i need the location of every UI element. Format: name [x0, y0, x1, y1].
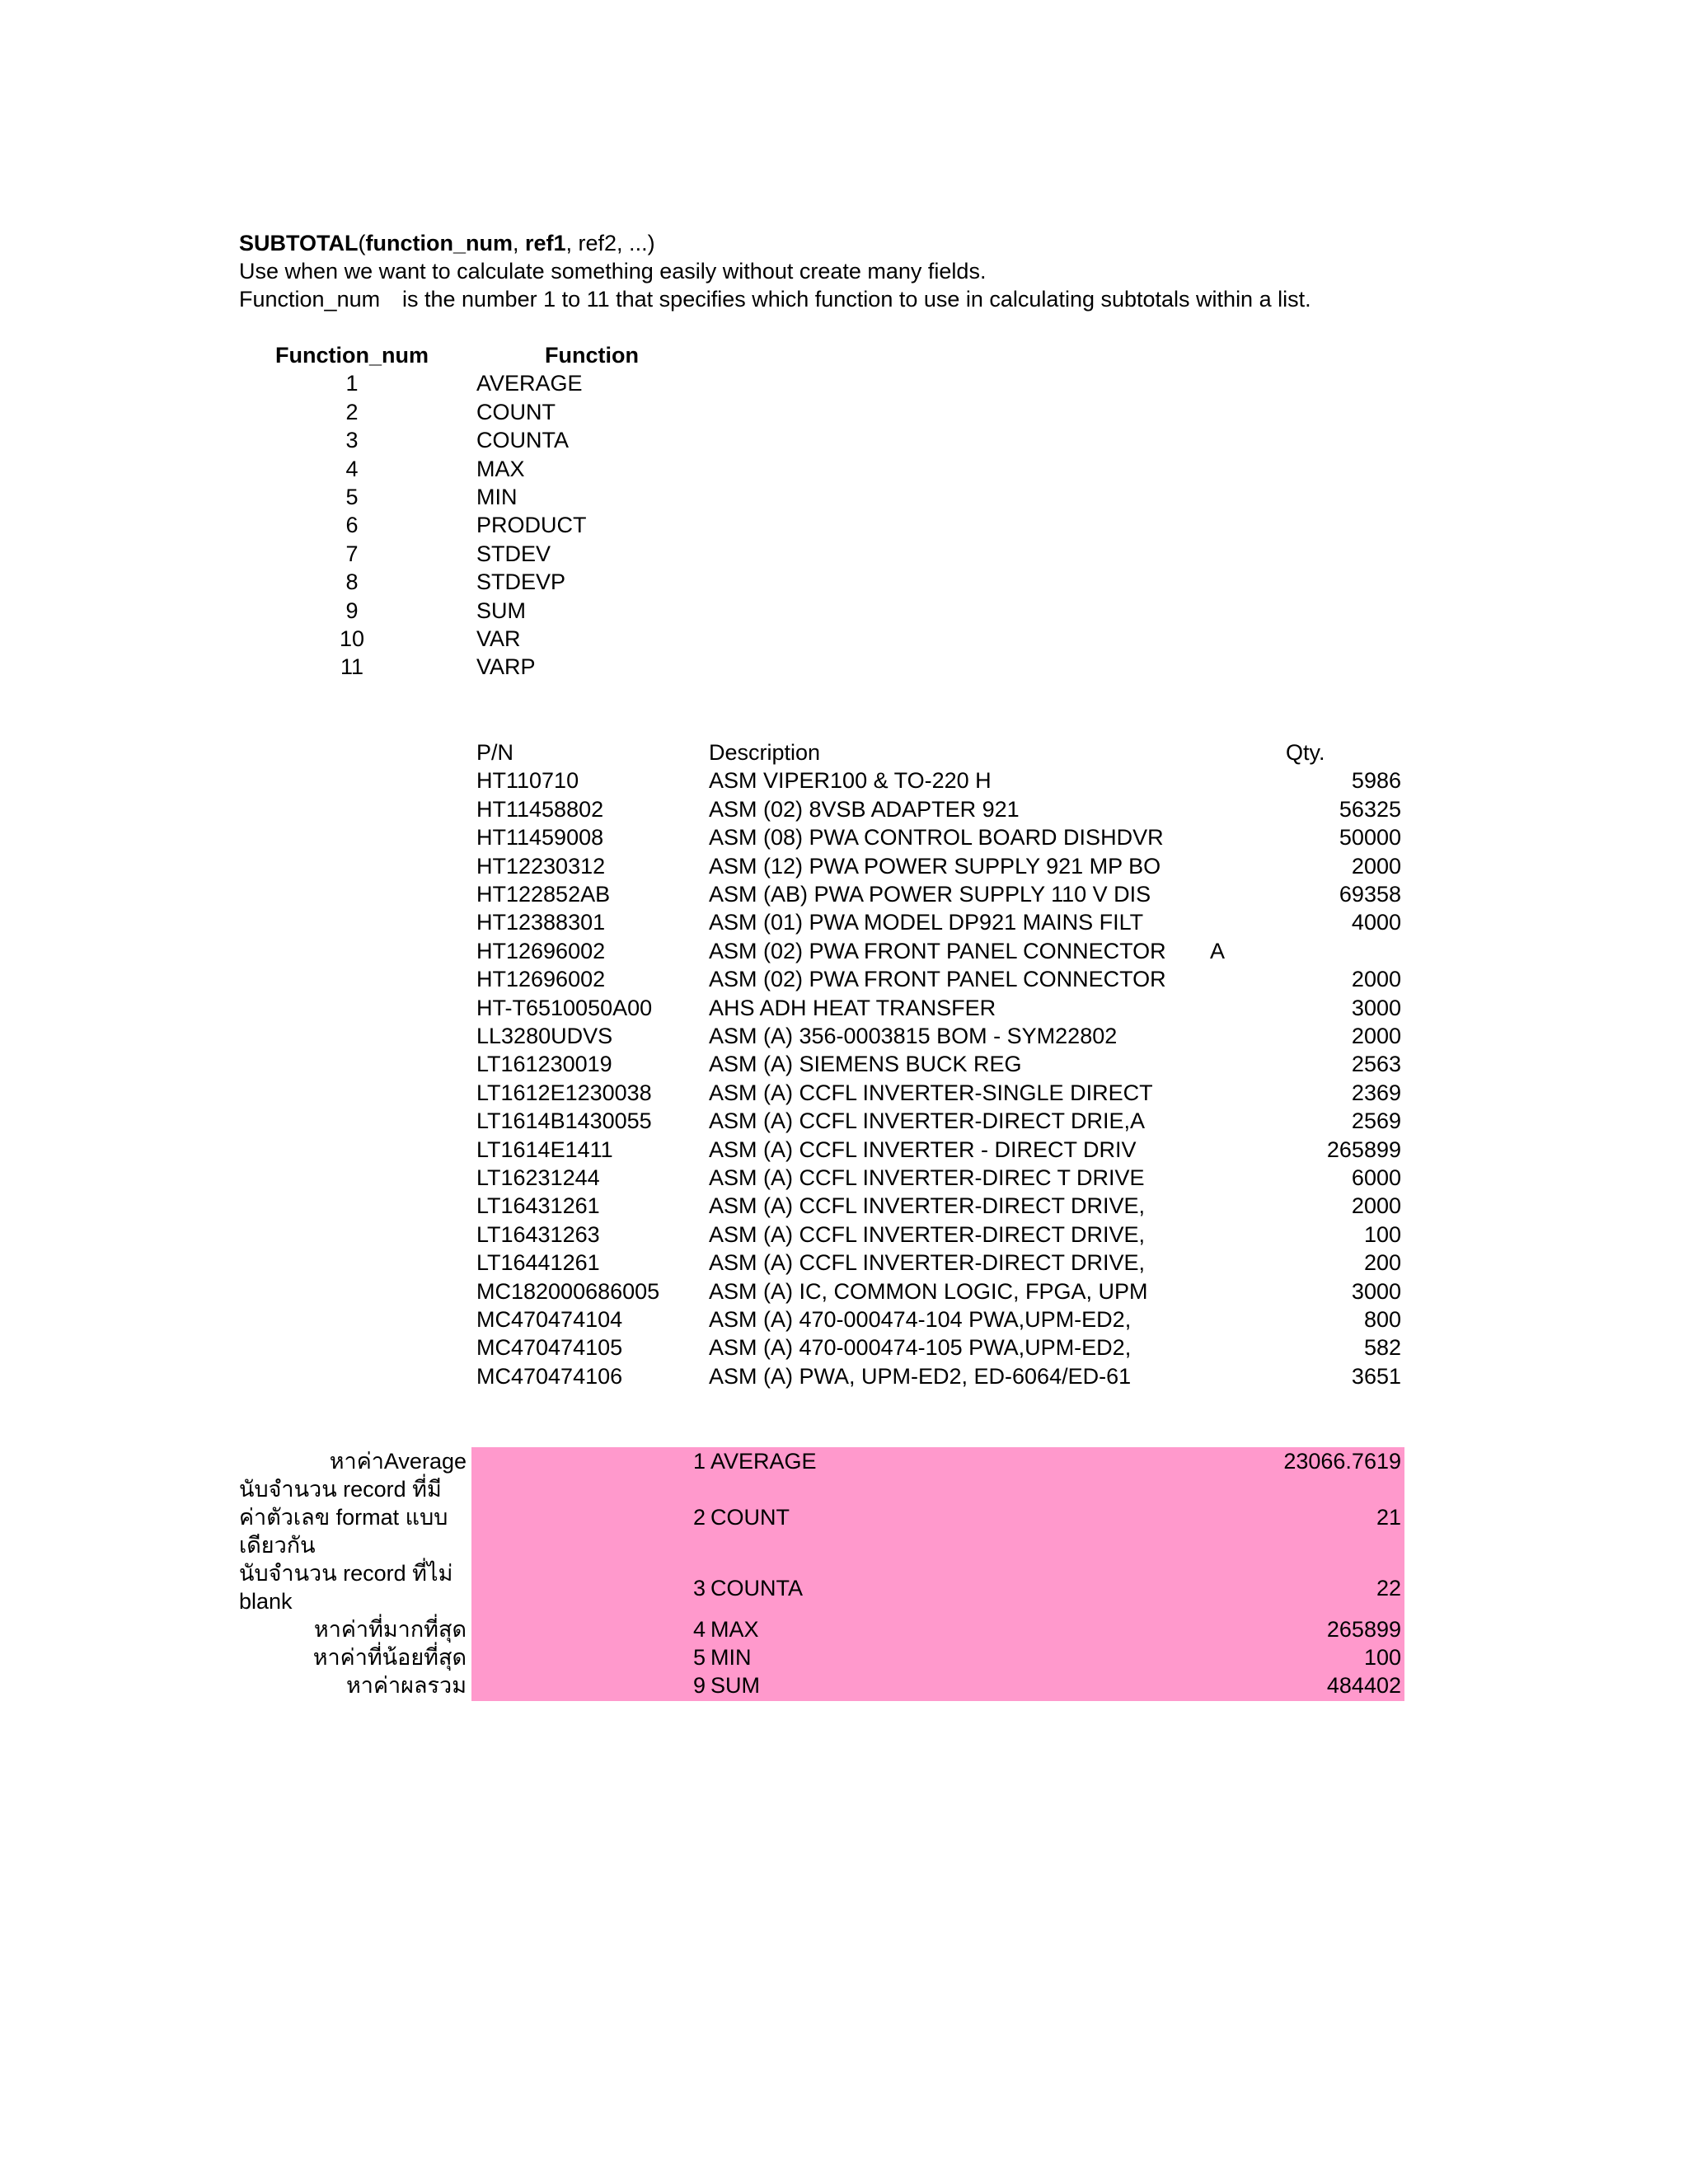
qty-cell: 3000 — [1351, 996, 1401, 1020]
part-number-cell: MC182000686005 — [476, 1279, 660, 1304]
summary-function-num: 3 — [692, 1576, 706, 1601]
qty-cell: 3651 — [1351, 1364, 1401, 1389]
description-cell: ASM (01) PWA MODEL DP921 MAINS FILT — [709, 910, 1144, 935]
function-num-definition — [239, 285, 1311, 313]
formula-name: SUBTOTAL — [239, 231, 359, 255]
subtotal-summary — [0, 1447, 1688, 1703]
part-number-cell: HT122852AB — [476, 882, 611, 907]
part-number-cell: HT11459008 — [476, 825, 604, 850]
function-table-header-num: Function_num — [275, 343, 429, 368]
function-num-cell: 11 — [340, 654, 364, 679]
description-cell: ASM (A) 470-000474-104 PWA,UPM-ED2, — [709, 1307, 1132, 1332]
summary-function-name: MIN — [710, 1645, 752, 1670]
function-name-cell: VARP — [476, 654, 536, 679]
summary-label: หาค่าผลรวม — [345, 1673, 467, 1698]
description-cell: ASM (A) 356-0003815 BOM - SYM22802 — [709, 1024, 1118, 1048]
summary-function-name: COUNTA — [710, 1576, 803, 1601]
description-cell: ASM VIPER100 & TO-220 H — [709, 768, 992, 793]
part-number-cell: HT12388301 — [476, 910, 606, 935]
qty-cell: 2000 — [1351, 854, 1401, 879]
summary-label: หาค่าที่มากที่สุด — [313, 1617, 467, 1642]
function-num-cell: 2 — [345, 400, 359, 424]
summary-label: หาค่าAverage — [329, 1449, 467, 1474]
summary-label: นับจำนวน record ที่ไม่ blank — [239, 1561, 453, 1614]
description-cell: ASM (A) CCFL INVERTER-SINGLE DIRECT — [709, 1080, 1153, 1105]
qty-cell: 2000 — [1351, 1193, 1401, 1218]
part-number-cell: MC470474106 — [476, 1364, 623, 1389]
part-number-cell: LT1614E1411 — [476, 1137, 613, 1162]
description-cell: ASM (A) CCFL INVERTER-DIREC T DRIVE — [709, 1165, 1145, 1190]
summary-function-name: AVERAGE — [710, 1449, 817, 1474]
formula-arg-ref1: ref1 — [525, 231, 566, 255]
function-num-cell: 4 — [345, 457, 359, 481]
summary-label: หาค่าที่น้อยที่สุด — [312, 1645, 467, 1670]
summary-function-num: 5 — [692, 1645, 706, 1670]
function-num-definition-text: is the number 1 to 11 that specifies which function to use in calculating subtotals within a list. — [402, 287, 1311, 312]
description-cell: ASM (A) 470-000474-105 PWA,UPM-ED2, — [709, 1335, 1132, 1360]
description-cell: ASM (A) SIEMENS BUCK REG — [709, 1052, 1022, 1076]
part-number-cell: LL3280UDVS — [476, 1024, 613, 1048]
function-name-cell: MAX — [476, 457, 525, 481]
parts-header-qty: Qty. — [1286, 740, 1325, 765]
function-table-header-function: Function — [545, 343, 639, 368]
function-num-cell: 1 — [345, 371, 359, 396]
description-cell: ASM (A) CCFL INVERTER - DIRECT DRIV — [709, 1137, 1137, 1162]
function-name-cell: STDEVP — [476, 569, 566, 594]
function-name-cell: COUNT — [476, 400, 556, 424]
summary-value: 23066.7619 — [1283, 1449, 1401, 1474]
summary-value: 484402 — [1326, 1673, 1401, 1698]
part-number-cell: LT16431261 — [476, 1193, 600, 1218]
summary-function-name: COUNT — [710, 1505, 790, 1530]
summary-function-num: 9 — [692, 1673, 706, 1698]
qty-cell: 800 — [1363, 1307, 1401, 1332]
part-number-cell: LT1612E1230038 — [476, 1080, 652, 1105]
description-cell: ASM (12) PWA POWER SUPPLY 921 MP BO — [709, 854, 1161, 879]
description-cell: ASM (02) PWA FRONT PANEL CONNECTOR — [709, 939, 1166, 963]
part-number-cell: LT1614B1430055 — [476, 1108, 652, 1133]
part-number-cell: HT110710 — [476, 768, 579, 793]
summary-function-num: 2 — [692, 1505, 706, 1530]
qty-cell: 582 — [1363, 1335, 1401, 1360]
function-name-cell: COUNTA — [476, 428, 569, 452]
function-num-cell: 6 — [345, 513, 359, 537]
formula-separator: , — [512, 231, 525, 255]
part-number-cell: LT161230019 — [476, 1052, 612, 1076]
part-number-cell: LT16431263 — [476, 1222, 600, 1247]
parts-header-pn: P/N — [476, 740, 514, 765]
qty-cell: 3000 — [1351, 1279, 1401, 1304]
function-name-cell: VAR — [476, 626, 521, 651]
part-number-cell: HT-T6510050A00 — [476, 996, 653, 1020]
formula-arg-function-num: function_num — [365, 231, 513, 255]
function-num-cell: 8 — [345, 569, 359, 594]
summary-function-name: MAX — [710, 1617, 759, 1642]
function-num-term: Function_num — [239, 287, 381, 312]
summary-value: 21 — [1376, 1505, 1401, 1530]
summary-function-name: SUM — [710, 1673, 760, 1698]
description-cell: ASM (02) 8VSB ADAPTER 921 — [709, 797, 1020, 822]
qty-cell: 4000 — [1351, 910, 1401, 935]
qty-cell: 2369 — [1351, 1080, 1401, 1105]
qty-cell: 56325 — [1339, 797, 1401, 822]
description-cell: ASM (A) CCFL INVERTER-DIRECT DRIVE, — [709, 1250, 1146, 1275]
function-name-cell: STDEV — [476, 541, 551, 566]
description-cell: ASM (08) PWA CONTROL BOARD DISHDVR — [709, 825, 1164, 850]
part-number-cell: HT12230312 — [476, 854, 606, 879]
description-cell: ASM (02) PWA FRONT PANEL CONNECTOR — [709, 967, 1166, 991]
function-name-cell: MIN — [476, 485, 518, 509]
qty-cell: 100 — [1363, 1222, 1401, 1247]
function-num-cell: 10 — [339, 626, 365, 651]
flag-cell: A — [1210, 939, 1226, 963]
summary-function-num: 4 — [692, 1617, 706, 1642]
part-number-cell: HT12696002 — [476, 967, 606, 991]
description-cell: ASM (A) CCFL INVERTER-DIRECT DRIE,A — [709, 1108, 1146, 1133]
function-num-cell: 7 — [345, 541, 359, 566]
part-number-cell: LT16231244 — [476, 1165, 600, 1190]
usage-description: Use when we want to calculate something easily without create many fields. — [239, 259, 987, 284]
qty-cell: 2569 — [1351, 1108, 1401, 1133]
qty-cell: 2000 — [1351, 1024, 1401, 1048]
description-cell: AHS ADH HEAT TRANSFER — [709, 996, 996, 1020]
description-cell: ASM (A) CCFL INVERTER-DIRECT DRIVE, — [709, 1222, 1146, 1247]
function-num-cell: 3 — [345, 428, 359, 452]
part-number-cell: MC470474104 — [476, 1307, 623, 1332]
formula-open-paren: ( — [358, 231, 366, 255]
qty-cell: 2000 — [1351, 967, 1401, 991]
qty-cell: 5986 — [1351, 768, 1401, 793]
summary-value: 22 — [1376, 1576, 1401, 1601]
description-cell: ASM (A) CCFL INVERTER-DIRECT DRIVE, — [709, 1193, 1146, 1218]
function-name-cell: SUM — [476, 598, 526, 623]
description-cell: ASM (A) PWA, UPM-ED2, ED-6064/ED-61 — [709, 1364, 1132, 1389]
formula-signature — [239, 229, 655, 257]
qty-cell: 265899 — [1326, 1137, 1401, 1162]
summary-label: นับจำนวน record ที่มีค่าตัวเลข format แบบเดียวกัน — [239, 1477, 448, 1558]
parts-header-description: Description — [709, 740, 821, 765]
part-number-cell: MC470474105 — [476, 1335, 623, 1360]
summary-function-num: 1 — [692, 1449, 706, 1474]
qty-cell: 200 — [1363, 1250, 1401, 1275]
formula-rest-args: , ref2, ...) — [565, 231, 655, 255]
qty-cell: 6000 — [1351, 1165, 1401, 1190]
function-num-cell: 5 — [345, 485, 359, 509]
part-number-cell: HT12696002 — [476, 939, 606, 963]
summary-value: 100 — [1363, 1645, 1401, 1670]
part-number-cell: HT11458802 — [476, 797, 604, 822]
function-name-cell: AVERAGE — [476, 371, 583, 396]
qty-cell: 2563 — [1351, 1052, 1401, 1076]
description-cell: ASM (AB) PWA POWER SUPPLY 110 V DIS — [709, 882, 1151, 907]
function-name-cell: PRODUCT — [476, 513, 587, 537]
description-cell: ASM (A) IC, COMMON LOGIC, FPGA, UPM — [709, 1279, 1148, 1304]
summary-value: 265899 — [1326, 1617, 1401, 1642]
part-number-cell: LT16441261 — [476, 1250, 600, 1275]
qty-cell: 50000 — [1339, 825, 1401, 850]
qty-cell: 69358 — [1339, 882, 1401, 907]
function-num-cell: 9 — [345, 598, 359, 623]
